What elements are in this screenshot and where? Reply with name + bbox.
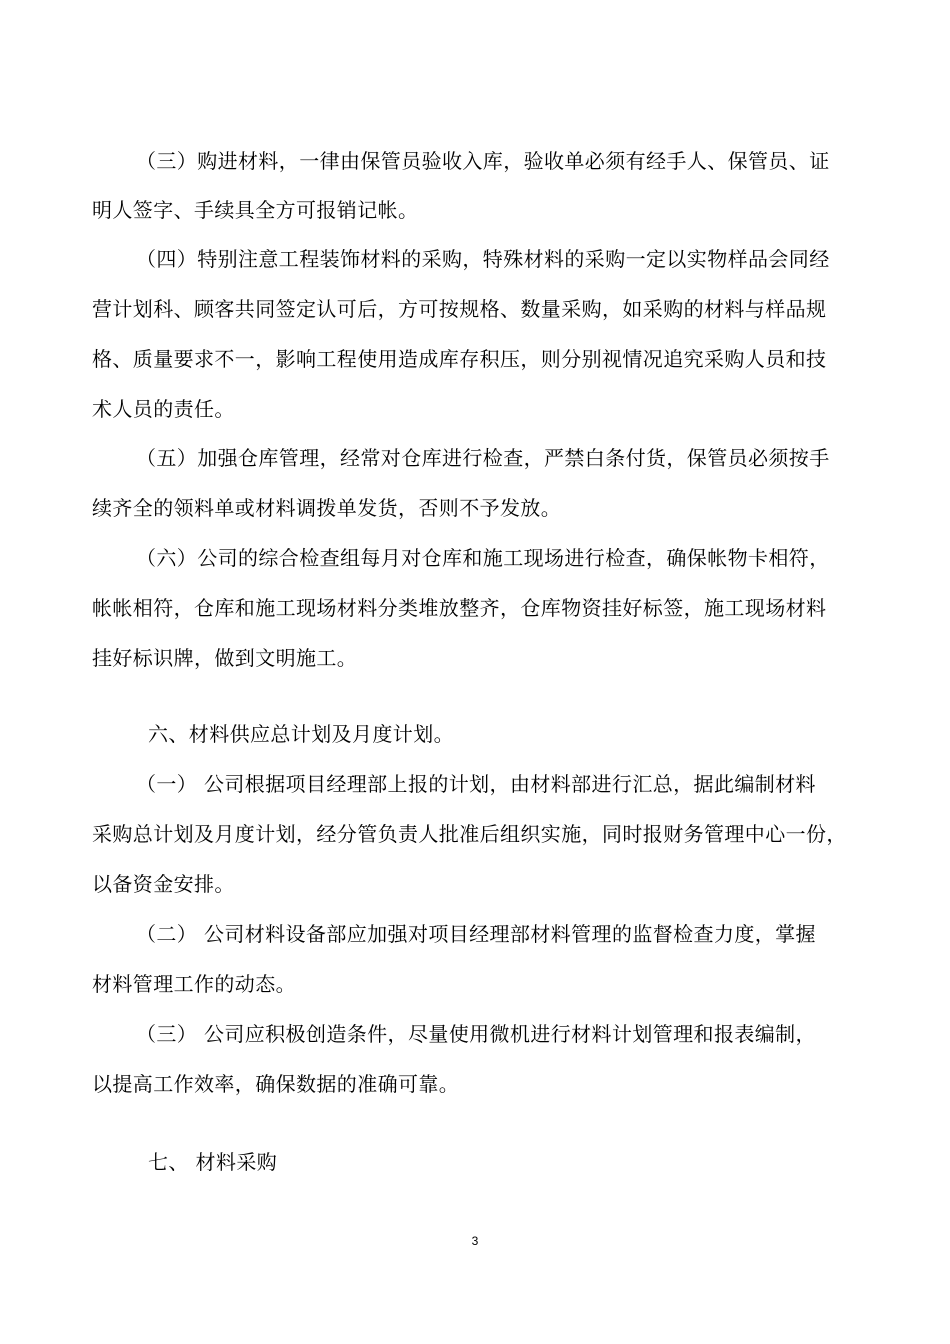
paragraph-line: 营计划科、顾客共同签定认可后，方可按规格、数量采购，如采购的材料与样品规 — [92, 297, 827, 321]
paragraph-line: 以备资金安排。 — [92, 872, 235, 896]
paragraph-line: （三）购进材料，一律由保管员验收入库，验收单必须有经手人、保管员、证 — [136, 149, 830, 173]
page-number: 3 — [471, 1234, 479, 1248]
section-heading: 七、 材料采购 — [148, 1150, 278, 1174]
paragraph-line: （二） 公司材料设备部应加强对项目经理部材料管理的监督检查力度，掌握 — [136, 922, 816, 946]
paragraph-line: 帐帐相符，仓库和施工现场材料分类堆放整齐，仓库物资挂好标签，施工现场材料 — [92, 596, 827, 620]
paragraph-line: 术人员的责任。 — [92, 397, 235, 421]
paragraph-line: （六）公司的综合检查组每月对仓库和施工现场进行检查，确保帐物卡相符， — [136, 546, 830, 570]
section-heading: 六、材料供应总计划及月度计划。 — [148, 722, 454, 746]
paragraph-line: （四）特别注意工程装饰材料的采购，特殊材料的采购一定以实物样品会同经 — [136, 247, 830, 271]
paragraph-line: （五）加强仓库管理，经常对仓库进行检查，严禁白条付货，保管员必须按手 — [136, 446, 830, 470]
paragraph-line: （一） 公司根据项目经理部上报的计划，由材料部进行汇总，据此编制材料 — [136, 772, 816, 796]
paragraph-line: 以提高工作效率，确保数据的准确可靠。 — [92, 1072, 460, 1096]
paragraph-line: 采购总计划及月度计划，经分管负责人批准后组织实施，同时报财务管理中心一份， — [92, 822, 847, 846]
paragraph-line: 格、质量要求不一，影响工程使用造成库存积压，则分别视情况追究采购人员和技 — [92, 347, 827, 371]
paragraph-line: 材料管理工作的动态。 — [92, 972, 296, 996]
paragraph-line: 续齐全的领料单或材料调拨单发货，否则不予发放。 — [92, 496, 562, 520]
paragraph-line: （三） 公司应积极创造条件，尽量使用微机进行材料计划管理和报表编制， — [136, 1022, 816, 1046]
paragraph-line: 挂好标识牌，做到文明施工。 — [92, 646, 358, 670]
paragraph-line: 明人签字、手续具全方可报销记帐。 — [92, 198, 419, 222]
